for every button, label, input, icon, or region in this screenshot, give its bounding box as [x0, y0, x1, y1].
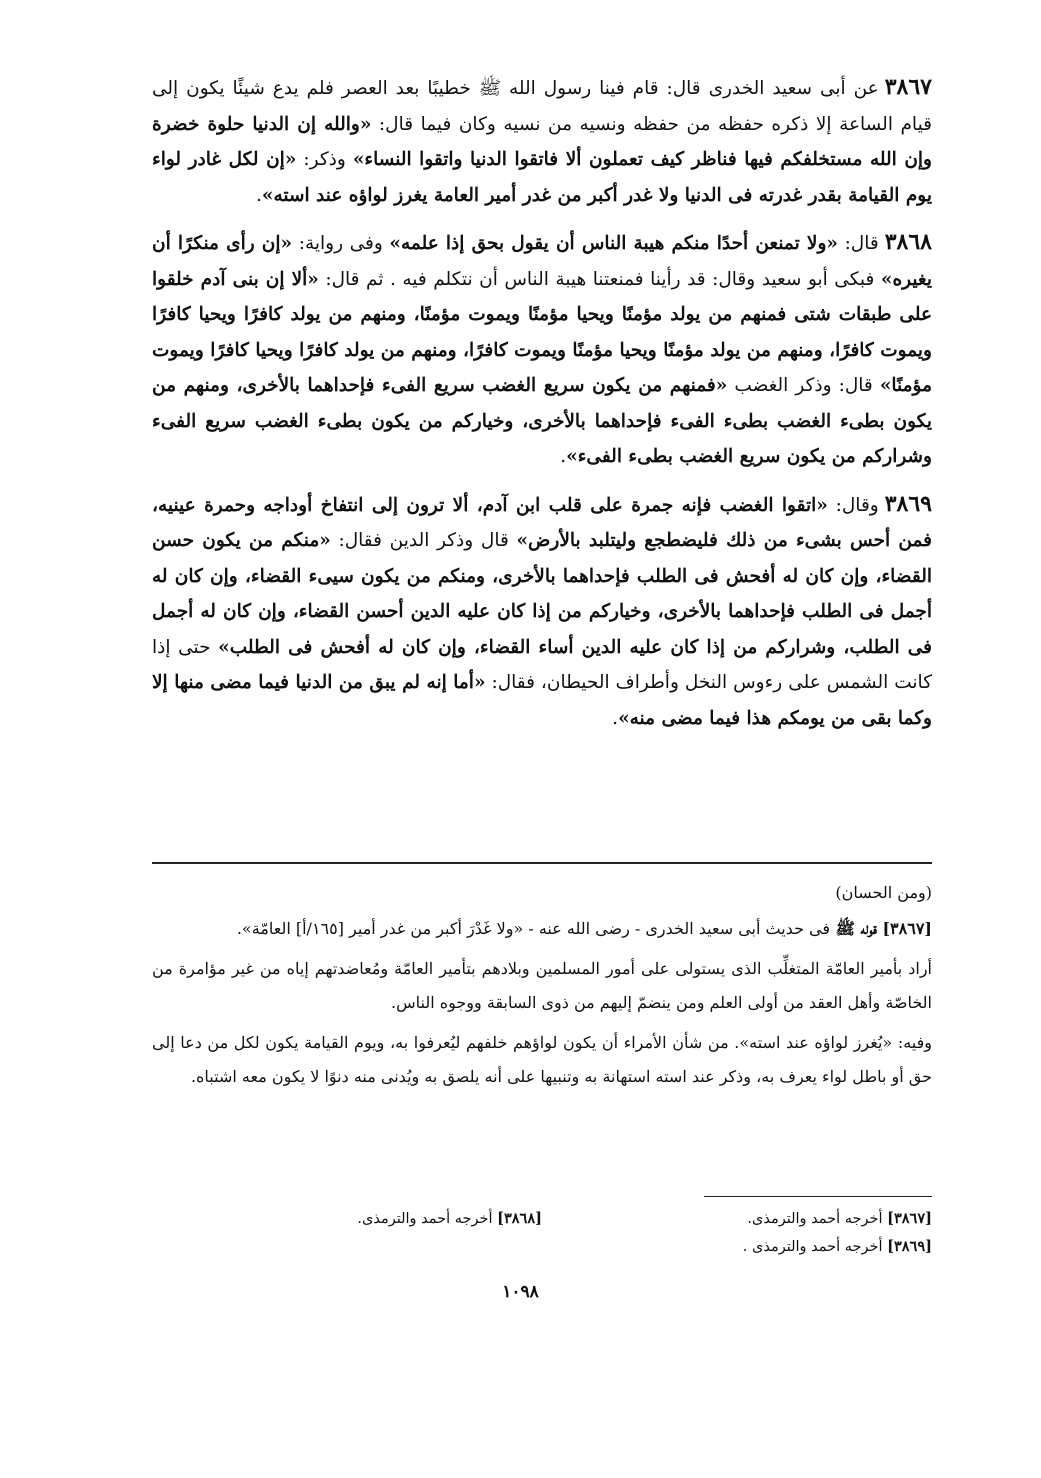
- footnote-number: [٣٨٦٨]: [497, 1210, 542, 1227]
- footnote-text: أخرجه أحمد والترمذى.: [747, 1211, 888, 1227]
- narration-text: وقال:: [827, 494, 879, 516]
- narration-text: «ولا غَدْرَ أكبر من غدر أمير [١٦٥/أ] العامّة»: [241, 919, 524, 938]
- quote-text: «ولا تمنعن أحدًا منكم هيبة الناس أن يقول بحق إذا علمه»: [389, 233, 838, 254]
- quote-text: «إن رأى منكرًا أن يغيره»: [152, 233, 932, 290]
- narration-text: .: [255, 184, 262, 206]
- quote-text: «منكم من يكون حسن القضاء، وإن كان له أفحش فى الطلب فإحداهما بالأخرى، ومنكم من يكون سيىء القضاء، وإن كان له أجمل فى الطلب فإحداهما بالأخرى، وخياركم من إذا كان عليه الدين أحسن القضاء، وإن كان له أجمل فى الطلب، وشراركم من إذا كان عليه الدين أساء القضاء، وإن كان له أفحش فى الطلب»: [152, 530, 932, 658]
- narration-text: حتى إذا كانت الشمس على رءوس النخل وأطراف الحيطان، فقال:: [152, 636, 933, 693]
- footnote-number: [٣٨٦٧]: [887, 1210, 932, 1227]
- commentary-ref-number: [٣٨٦٧]: [882, 919, 932, 938]
- footnote-text: أخرجه أحمد والترمذى.: [357, 1211, 498, 1227]
- footnote-3867: [542, 1205, 932, 1233]
- hadith-number: ٣٨٦٨: [884, 229, 932, 255]
- quote-text: قوله ﷺ: [830, 919, 883, 938]
- footnote-row: [152, 1205, 932, 1233]
- commentary-ref-text: [237, 919, 883, 938]
- hadith-text: [152, 495, 932, 729]
- narration-text: .: [560, 446, 567, 467]
- narration-text: .: [612, 707, 619, 729]
- quote-text: «أما إنه لم يبق من الدنيا فيما مضى منها إلا وكما بقى من يومكم هذا فيما مضى منه»: [152, 672, 932, 729]
- footnotes: [152, 1205, 932, 1261]
- narration-text: .: [236, 919, 242, 938]
- commentary-heading: [152, 912, 932, 946]
- hadith-body: [152, 70, 932, 748]
- hadith-text: [152, 233, 932, 467]
- hadith-3868: [152, 225, 932, 475]
- narration-text: وفى رواية:: [292, 233, 390, 254]
- hadith-3869: [152, 487, 932, 737]
- narration-text: قال: وذكر الغضب: [727, 375, 880, 396]
- footnote-3869: [542, 1233, 932, 1261]
- quote-text: «إن لكل غادر لواء يوم القيامة بقدر غدرته فى الدنيا ولا غدر أكبر من غدر أمير العامة يغرز لواؤه عند استه»: [152, 149, 932, 206]
- footnote-row: [152, 1233, 932, 1261]
- narration-text: فبكى أبو سعيد وقال: قد رأينا فمنعتنا هيبة الناس أن نتكلم فيه . ثم قال:: [318, 268, 881, 290]
- quote-text: «ألا إن بنى آدم خلقوا على طبقات شتى فمنهم من يولد مؤمنًا ويحيا مؤمنًا ويموت مؤمنًا، ومنهم من يولد كافرًا ويحيا كافرًا ويموت كافرًا، ومنهم من يولد مؤمنًا ويحيا مؤمنًا ويموت كافرًا، ومنهم من يولد كافرًا ويحيا كافرًا ويموت مؤمنًا»: [152, 268, 933, 396]
- footnote-divider: [704, 1196, 932, 1197]
- narration-text: فى حديث أبى سعيد الخدرى - رضى الله عنه -: [523, 919, 831, 938]
- hadith-3867: [152, 70, 932, 213]
- page-number: ١٠٩٨: [502, 1282, 539, 1302]
- narration-text: وذكر:: [296, 149, 353, 170]
- commentary: [152, 876, 932, 1100]
- narration-text: قال وذكر الدين فقال:: [330, 530, 517, 551]
- quote-text: «اتقوا الغضب فإنه جمرة على قلب ابن آدم، ألا ترون إلى انتفاخ أوداجه وحمرة عينيه، فمن أحس بشىء من ذلك فليضطجع وليتلبد بالأرض»: [152, 494, 932, 551]
- commentary-paragraph: وفيه: «يُغرز لواؤه عند استه». من شأن الأمراء أن يكون لواؤهم خلفهم ليُعرفوا به، ويوم القيامة يكون لكل من دعا إلى حق أو باطل لواء يعرف به، وذكر عند استه استهانة به وتنبيها على أنه يلصق به ويُدنى منه دنوًا لا يكون معه اشتباه.: [152, 1033, 933, 1086]
- hadith-number: ٣٨٦٧: [884, 74, 932, 100]
- footnote-text: أخرجه أحمد والترمذى .: [742, 1239, 888, 1255]
- section-title: (ومن الحسان): [835, 883, 932, 902]
- hadith-number: ٣٨٦٩: [884, 490, 932, 517]
- footnote-3868: [152, 1205, 542, 1233]
- section-divider: [152, 862, 932, 864]
- narration-text: قال:: [837, 233, 879, 254]
- quote-text: «فمنهم من يكون سريع الغضب سريع الفىء فإحداهما بالأخرى، ومنهم من يكون بطىء الغضب بطىء الفىء فإحداهما بالأخرى، وخياركم من يكون بطىء الغضب سريع الفىء وشراركم من يكون سريع الغضب بطىء الفىء»: [152, 375, 932, 467]
- narration-text: عن أبى سعيد الخدرى قال: قام فينا رسول الله ﷺ خطيبًا بعد العصر فلم يدع شيئًا يكون إلى قيام الساعة إلا ذكره حفظه من حفظه ونسيه من نسيه وكان فيما قال:: [152, 78, 932, 135]
- footnote-number: [٣٨٦٩]: [887, 1238, 932, 1255]
- hadith-text: [152, 78, 932, 206]
- quote-text: «والله إن الدنيا حلوة خضرة وإن الله مستخلفكم فيها فناظر كيف تعملون ألا فاتقوا الدنيا واتقوا النساء»: [152, 113, 932, 170]
- commentary-paragraph: أراد بأمير العامّة المتغلِّب الذى يستولى على أمور المسلمين وبلادهم بتأمير العامّة ومُعاضدتهم إياه من غير مؤامرة من الخاصّة وأهل العقد من أولى العلم ومن ينضمّ إليهم من ذوى السابقة ووجوه الناس.: [152, 959, 932, 1012]
